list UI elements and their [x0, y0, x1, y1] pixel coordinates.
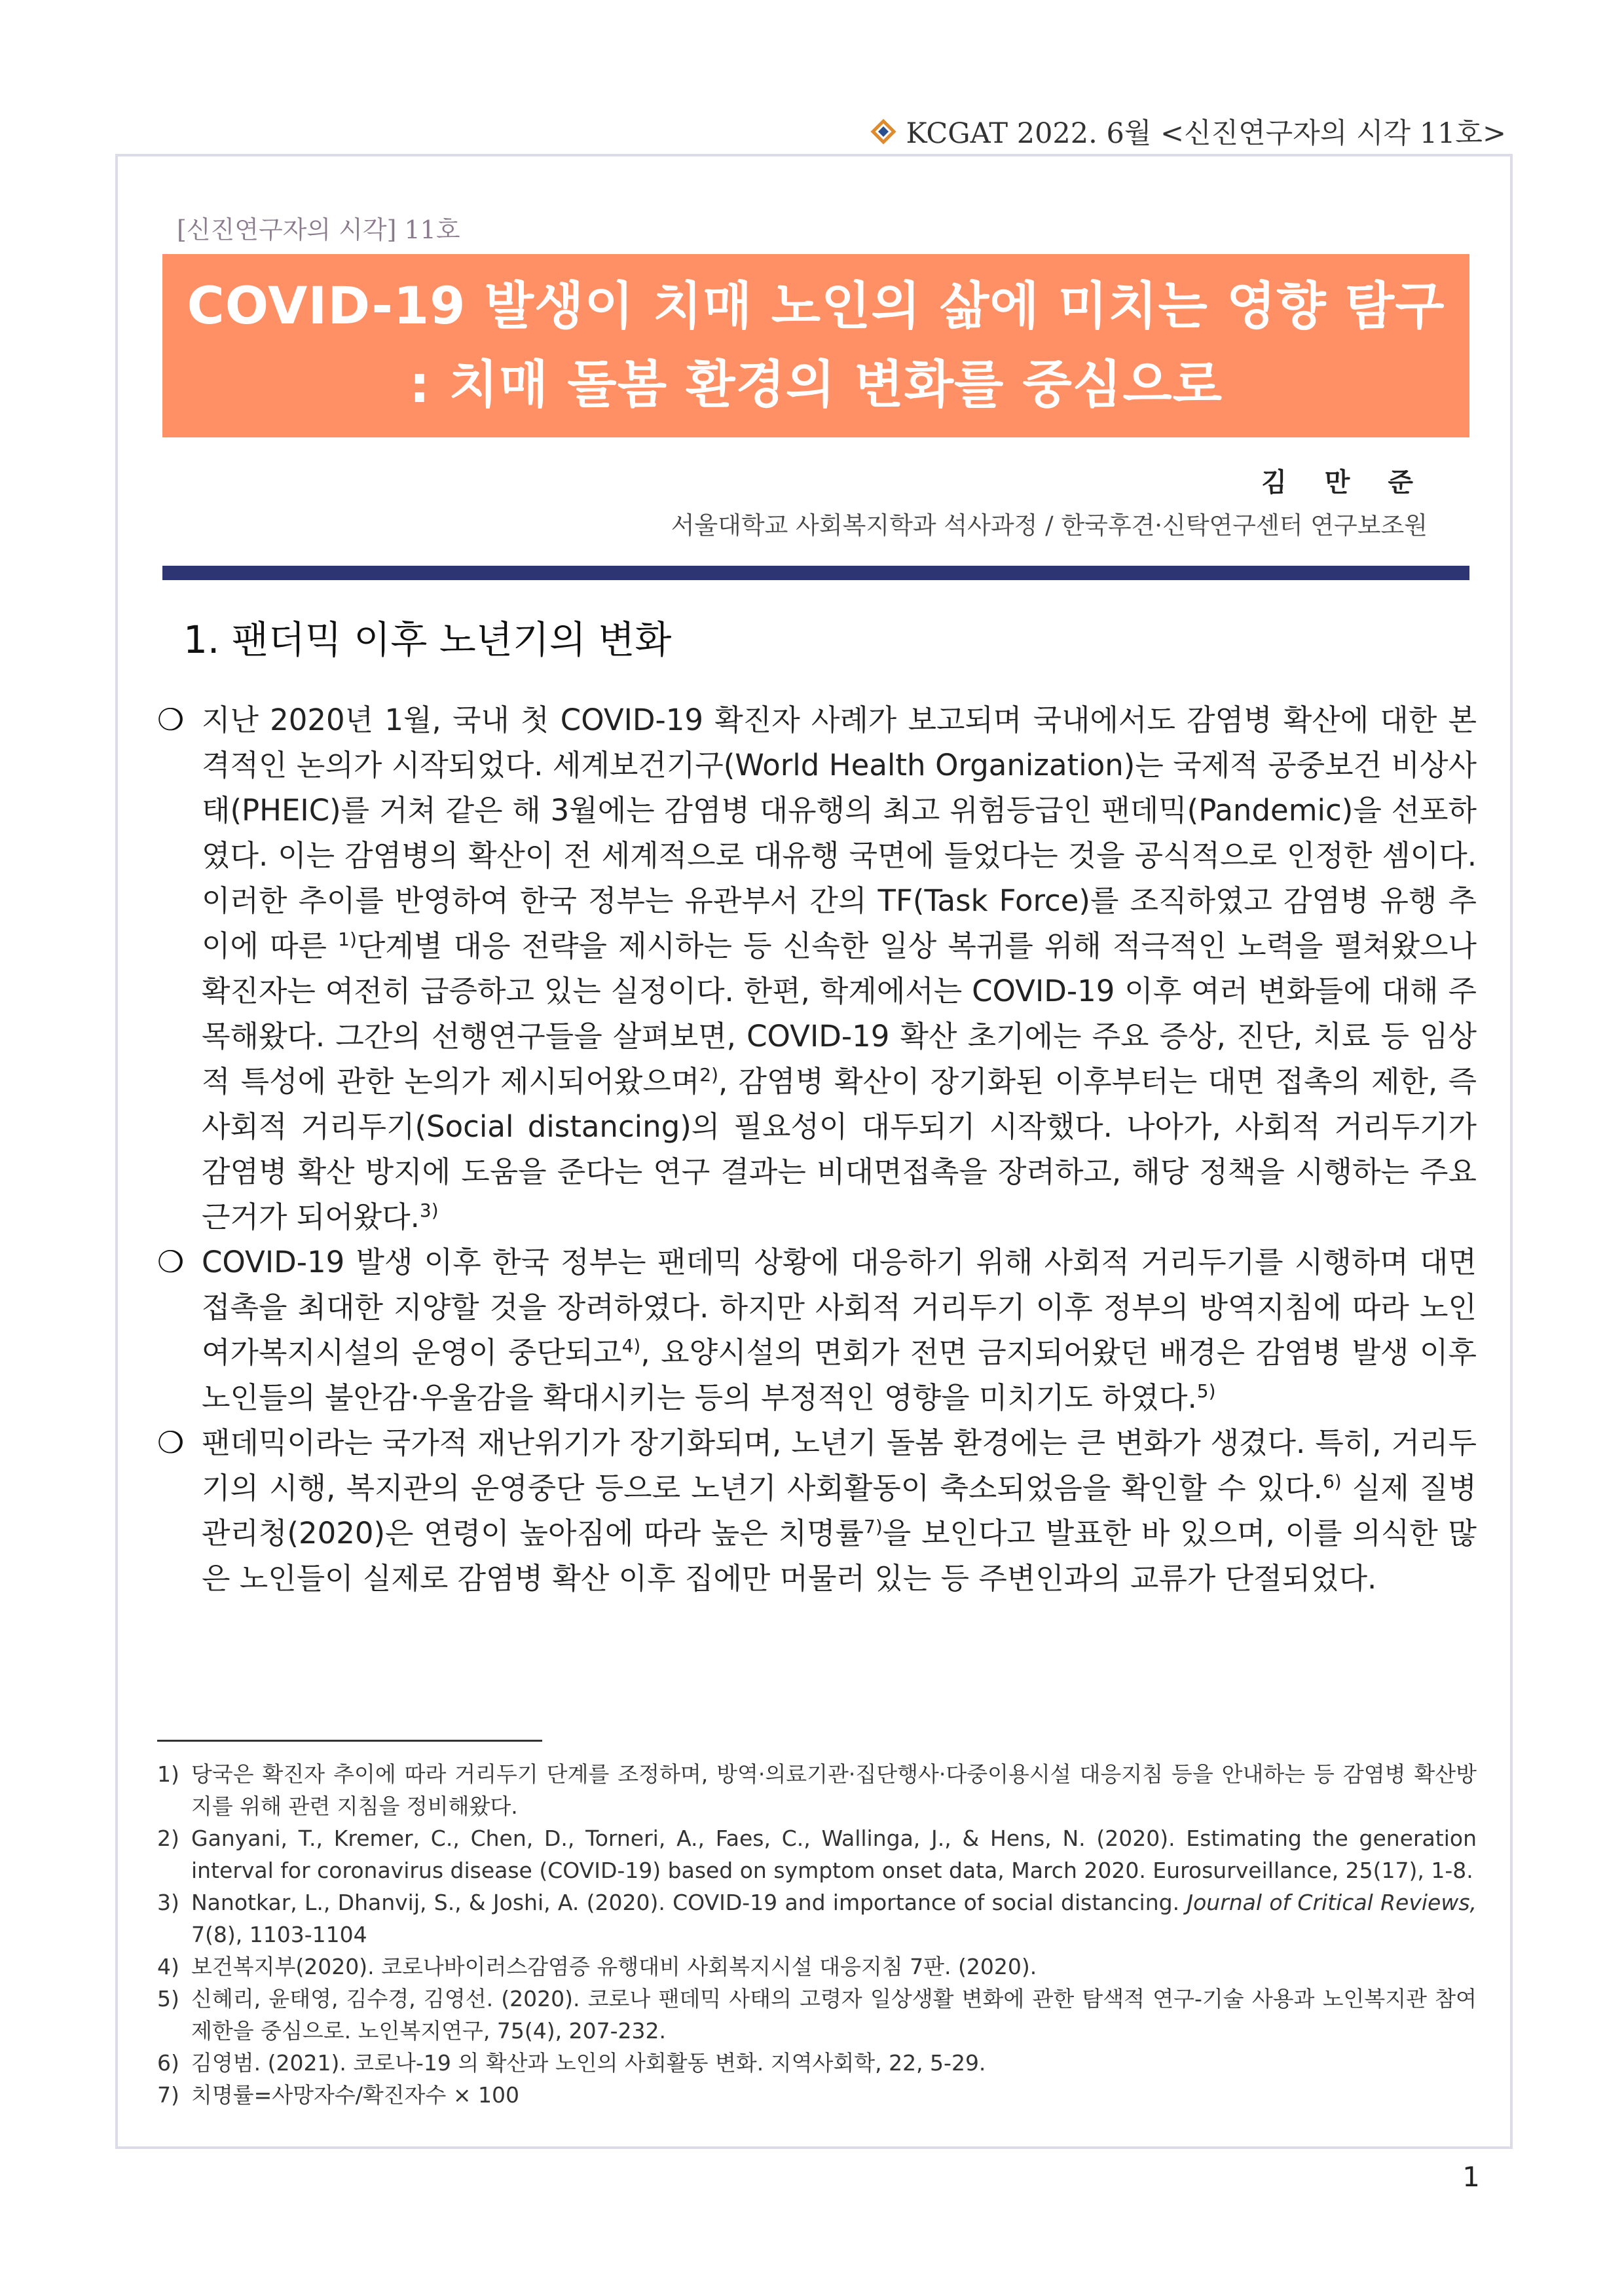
title-line-1: COVID-19 발생이 치매 노인의 삶에 미치는 영향 탐구	[187, 277, 1445, 336]
bullet-text	[202, 697, 1477, 1239]
title-banner	[162, 254, 1469, 437]
footnote-number: 3)	[157, 1890, 179, 1915]
section-heading: 1. 팬더믹 이후 노년기의 변화	[183, 617, 672, 662]
footnote-number: 6)	[157, 2050, 179, 2076]
text-run: 을 보인다고 발표한 바 있으며, 이를 의식한 많은 노인들이 실제로 감염병 확산 이후 집에만 머물러 있는 등 주변인과의 교류가 단절되었다.	[202, 1516, 1477, 1596]
footnote-text: 김영범. (2021). 코로나-19 의 확산과 노인의 사회활동 변화. 지역사회학, 22, 5-29.	[191, 2050, 986, 2076]
text-run: COVID-19 발생 이후 한국 정부는 팬데믹 상황에 대응하기 위해 사회적 거리두기를 시행하며 대면 접촉을 최대한 지양할 것을 장려하였다. 하지만 사회적 거리두기 이후 정부의 방역지침에 따라 노인여가복지시설의 운영이 중단되고	[202, 1245, 1477, 1370]
footnote-ref: 7)	[864, 1516, 883, 1537]
bullet-item	[157, 1239, 1477, 1420]
bullet-text	[202, 1239, 1477, 1420]
footnote-list	[157, 1758, 1477, 2111]
text-run: 단계별 대응 전략을 제시하는 등 신속한 일상 복귀를 위해 적극적인 노력을 펼쳐왔으나 확진자는 여전히 급증하고 있는 실정이다. 한편, 학계에서는 COVID-19 이후 여러 변화들에 대해 주목해왔다. 그간의 선행연구들을 살펴보면, COVID-19 확산 초기에는 주요 증상, 진단, 치료 등 임상적 특성에 관한 논의가 제시되어왔으며	[202, 928, 1477, 1099]
author-affiliation: 서울대학교 사회복지학과 석사과정 / 한국후견·신탁연구센터 연구보조원	[671, 511, 1428, 540]
footnote-rule	[157, 1740, 542, 1742]
footnote-text: Ganyani, T., Kremer, C., Chen, D., Torneri, A., Faes, C., Wallinga, J., & Hens, N. (2020). Estimating the generation interval for coronavirus disease (COVID-19) based on symptom onset data, March 2020. Eurosurveillance, 25(17), 1-8.	[191, 1826, 1477, 1883]
bullet-item	[157, 1420, 1477, 1601]
text-run: , 요양시설의 면회가 전면 금지되어왔던 배경은 감염병 발생 이후 노인들의 불안감·우울감을 확대시키는 등의 부정적인 영향을 미치기도 하였다.	[202, 1335, 1477, 1415]
text-run: 실제 질병관리청(2020)은 연령이 높아짐에 따라 높은 치명률	[202, 1471, 1477, 1551]
footnote-text: 치명률=사망자수/확진자수 × 100	[191, 2082, 520, 2108]
footnote-number: 4)	[157, 1954, 179, 1979]
footnote-text: 당국은 확진자 추이에 따라 거리두기 단계를 조정하며, 방역·의료기관·집단행사·다중이용시설 대응지침 등을 안내하는 등 감염병 확산방지를 위해 관련 지침을 정비해왔다.	[191, 1761, 1477, 1819]
diamond-logo-icon	[870, 119, 896, 145]
text-run: , 감염병 확산이 장기화된 이후부터는 대면 접촉의 제한, 즉 사회적 거리두기(Social distancing)의 필요성이 대두되기 시작했다. 나아가, 사회적 거리두기가 감염병 확산 방지에 도움을 준다는 연구 결과는 비대면접촉을 장려하고, 해당 정책을 시행하는 주요 근거가 되어왔다.	[202, 1064, 1477, 1234]
text-run: 지난 2020년 1월, 국내 첫 COVID-19 확진자 사례가 보고되며 국내에서도 감염병 확산에 대한 본격적인 논의가 시작되었다. 세계보건기구(World Health Organization)는 국제적 공중보건 비상사태(PHEIC)를 거쳐 같은 해 3월에는 감염병 대유행의 최고 위험등급인 팬데믹(Pandemic)을 선포하였다. 이는 감염병의 확산이 전 세계적으로 대유행 국면에 들었다는 것을 공식적으로 인정한 셈이다. 이러한 추이를 반영하여 한국 정부는 유관부서 간의 TF(Task Force)를 조직하였고 감염병 유행 추이에 따른	[202, 703, 1477, 963]
footnote	[157, 1951, 1477, 1983]
header-text: KCGAT 2022. 6월 <신진연구자의 시각 11호>	[906, 117, 1506, 150]
footnote-number: 5)	[157, 1986, 179, 2011]
page-header	[870, 111, 1506, 151]
footnote-ref: 4)	[621, 1335, 641, 1357]
footnote-text: 보건복지부(2020). 코로나바이러스감염증 유행대비 사회복지시설 대응지침 7판. (2020).	[191, 1954, 1037, 1979]
footnote-ref: 3)	[419, 1200, 439, 1221]
bullet-text	[202, 1420, 1477, 1601]
page-number: 1	[1462, 2161, 1480, 2193]
footnote-text: 7(8), 1103-1104	[191, 1922, 367, 1947]
circle-bullet-icon: ❍	[157, 1425, 185, 1460]
footnote-ref: 1)	[338, 928, 357, 950]
section-divider	[162, 566, 1469, 580]
footnote	[157, 1758, 1477, 1822]
footnote	[157, 1983, 1477, 2047]
footnote-ref: 5)	[1196, 1380, 1216, 1402]
footnote-text: Nanotkar, L., Dhanvij, S., & Joshi, A. (2020). COVID-19 and importance of social distancing.	[191, 1890, 1187, 1915]
bullet-list	[157, 697, 1477, 1601]
footnote-number: 7)	[157, 2082, 179, 2108]
circle-bullet-icon: ❍	[157, 702, 185, 737]
footnote-ref: 2)	[699, 1064, 719, 1086]
footnote	[157, 2079, 1477, 2111]
title-line-2: : 치매 돌봄 환경의 변화를 중심으로	[409, 356, 1223, 414]
footnote-number: 2)	[157, 1826, 179, 1851]
footnote	[157, 1822, 1477, 1886]
text-run: 팬데믹이라는 국가적 재난위기가 장기화되며, 노년기 돌봄 환경에는 큰 변화가 생겼다. 특히, 거리두기의 시행, 복지관의 운영중단 등으로 노년기 사회활동이 축소되었음을 확인할 수 있다.	[202, 1425, 1477, 1505]
footnote-ref: 6)	[1322, 1471, 1342, 1492]
circle-bullet-icon: ❍	[157, 1244, 185, 1279]
footnote	[157, 1886, 1477, 1951]
footnote-number: 1)	[157, 1761, 179, 1787]
author-name: 김 만 준	[1261, 467, 1428, 498]
bullet-item	[157, 697, 1477, 1239]
series-label: [신진연구자의 시각] 11호	[177, 215, 460, 244]
journal-title: Journal of Critical Reviews,	[1187, 1890, 1477, 1915]
footnote	[157, 2047, 1477, 2079]
footnote-text: 신혜리, 윤태영, 김수경, 김영선. (2020). 코로나 팬데믹 사태의 고령자 일상생활 변화에 관한 탐색적 연구-기술 사용과 노인복지관 참여 제한을 중심으로. 노인복지연구, 75(4), 207-232.	[191, 1986, 1477, 2044]
